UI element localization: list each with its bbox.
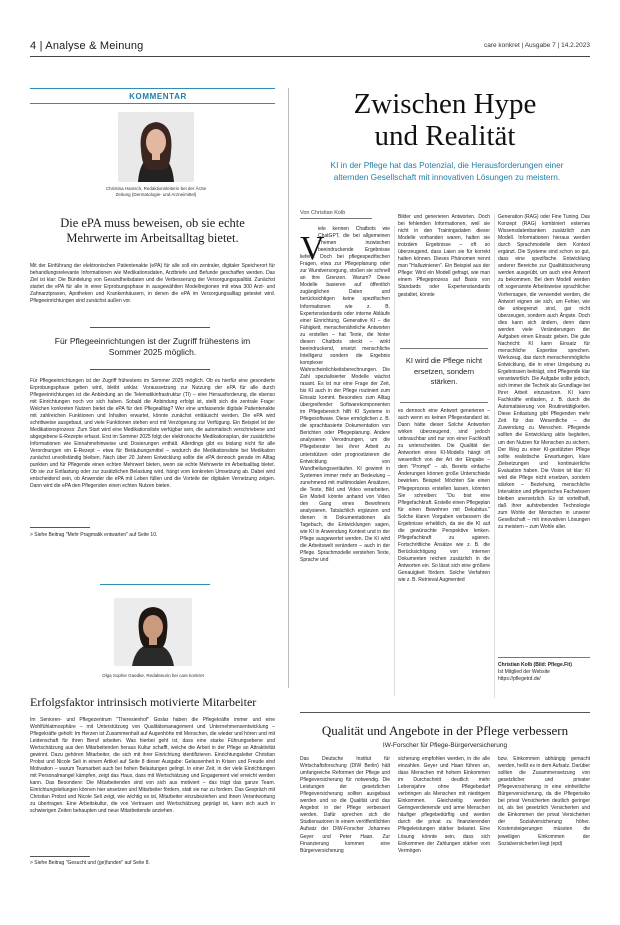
kommentar-body-2: Für Pflegeeinrichtungen ist der Zugriff frühestens im Sommer 2025 möglich. Ob es hierfür eine gesonderte Erprobungsphase geben wird, bleibt unklar. Voraussetzung zur Nutzung der ePA für alle durch Pflegeeinrichtungen ist die Anbindung an die Telematikinfrastruktur (TI) – eine Herausforderung, die ebenso mit Einrichtungen noch vor sich haben. Sobald die Anbindung erfolgt ist, stellt sich die zentrale Frage: Welchen konkreten Nutzen bietet die ePA für den Pflegealltag? Wer eine umfassende digitale Patientenakte mit zahlreichen Funktionen und Inhalten erwartet, könnte zunächst enttäuscht werden. Die ePA wird schrittweise ausgebaut, und viele Funktionen stehen erst mit Verzögerung zur Verfügung. Ein Beispiel ist der Medikationsprozess: Zum Start wird eine Medikationsliste verfügbar sein, die automatisch verschriebene und abgegebene E-Rezepte erfasst. Erst im Sommer 2025 folgt der elektronische Medikationsplan, der zusätzliche Informationen wie Einnahmehinweise und Dosierungen enthält. Allerdings gibt es bislang nicht für alle Verordnungen ein E-Rezept – etwa für Betäubungsmittel – wodurch die Medikationsliste bei Medikation zunächst unvollständig bleiben. Nach über 20 Jahren Entwicklung sollte die ePA dennoch gerade im Alltag punkten und für Pflegende einen echten Mehrwert bieten, wenn sie echte Mehrwerte im Arbeitsalltag bietet. Ob sie zur Entlastung oder zur zusätzlichen Belastung wird, hängt vom konkreten Umsetzung ab. Dabei wird entscheidend sein, ob Anwender die ePA mit Leben füllen und die Vorteile der digitalen Vernetzung zeigen. Dann wird die ePA den Pflegenden einen echten Nutzen bieten. — [30, 378, 275, 489]
kommentar-headline-1: Die ePA muss beweisen, ob sie echte Mehrwerte im Arbeitsalltag bietet. — [60, 216, 245, 245]
section-divider — [100, 584, 210, 585]
kommentar-headline-2: Erfolgsfaktor intrinsisch motivierte Mitarbeiter — [30, 695, 257, 709]
kommentar-pullquote: Für Pflegeeinrichtungen ist der Zugriff frühestens im Sommer 2025 möglich. — [54, 336, 251, 357]
author-info-text: Ist Mitglied der Website https://pflegetrd.de/ — [498, 669, 550, 682]
kommentar-label: KOMMENTAR — [129, 92, 187, 101]
author-photo-2 — [114, 598, 192, 666]
bottom-column-3: bzw. Einkommen abhängig gemacht werden, heißt es in dem Aufsatz. Darüber sollten die Zusammensetzung von gesetzlicher und privater Pflegeversicherung in eine einheitliche Bürgerversicherung, da die Pflegerisiko bei privat Versicherten deutlich geringer ist, als bei gesetzlich Versicherten und die Einkommen der privat Versicherten der Sozialversicherung höher. Kostensteigerungen müssten die jeweiligen Einkommen der Sozialversicherten liegt (epd) — [498, 756, 590, 847]
bottom-column-1: Das Deutsche Institut für Wirtschaftsforschung (DIW Berlin) hält umfangreiche Reformen der Pflege und Pflegeversicherung für notwendig. Die Leistungen der gesetzlichen Pflegeversicherung sollten ausgebaut werden und so die Qualität und das Angebot in der Pflege verbessert werden. Dafür sprechen sich die Studienautoren in einem veröffentlichten Aufsatz der DIW-Forscher Johannes Geyer und Peter Haan. Zur Finanzierung kommen eine Bürgerversicherung — [300, 756, 390, 854]
article-column-1 — [300, 226, 390, 696]
article-title-line2: und Realität — [374, 120, 516, 152]
author-info — [498, 662, 590, 683]
byline-rule — [300, 218, 372, 219]
header-rule — [30, 56, 590, 57]
article-dropcap: V — [300, 230, 325, 267]
article-title — [300, 88, 590, 152]
article-title-line1: Zwischen Hype — [353, 88, 537, 120]
issue-info: care konkret | Ausgabe 7 | 14.2.2023 — [483, 42, 590, 49]
bottom-article-subtitle: IW-Forscher für Pflege-Bürgerversicherung — [382, 742, 508, 749]
article-column-2b: es dennoch eine Antwort generieren – auch wenn es keinen Pflegestandard ist. Dann hätte dieser Solche Antworten wirken überzeugend, sind jedoch unbrauchbar und nur von einer Fachkraft zu unterscheiden. Die Qualität der Antworten eines KI-Modells hängt oft wesentlich von der Art der Eingabe – dem "Prompt" – ab. Bereits einfache Änderungen können große Unterschiede bewirken. Beispiel: Möchten Sie einen Pflegeprozess erstellen lassen, könnten Sie schreiben: "Du bist eine Pflegefachkraft. Erstelle einen Pflegeplan für einen Bewohner mit Dekubitus." Solche klaren Vorgaben verbessern die Ergebnisse erheblich, da sie die KI auf die gewünschte Perspektive lenken. Pflegefachkraft zu agieren. Fortschrittliche Ansätze wie z. B. die Berücksichtigung von internen Dokumenten reichen zusätzlich in die Antworten ein. So lässt sich eine größere Genauigkeit fördern. Solche Verfahren wie z. B. Retrieval Augmented — [398, 408, 490, 584]
pull-rule-bottom — [400, 402, 488, 403]
quote-rule-top — [90, 327, 210, 328]
info-rule — [498, 657, 590, 658]
kommentar-reference-2: > Siehe Beitrag "Gesucht und (ge)funden" auf Seite 8. — [30, 860, 150, 866]
photo-caption-1: Christina Hanisch, Redaktionsleiterin bei der Ärzte Zeitung (Dermatologie- und Arzneimittel) — [105, 186, 207, 197]
column-sep-2 — [494, 214, 495, 698]
author-info-name: Christian Kolb (Bild: Pflege.Fit) — [498, 662, 572, 668]
bottom-column-2: sicherung empfohlen werden, in die alle einzahlen. Geyer und Haan führen an, dass Menschen mit hohem Einkommen im Durchschnitt deutlich mehr Lebensjahre ohne Pflegebedarf verbringen als Menschen mit niedrigem Einkommen. Gleichzeitig werden Geringverdienende und arme Menschen häufiger pflegebedürftig und werden durch die privat zu finanzierenden Pflegeleistungen stärker belastet. Eine Lösung könnte sein, dass sich Einkommen der Zahlungen stärker vom Vermögen — [398, 756, 490, 854]
column-sep-1 — [394, 226, 395, 696]
bottom-article-title: Qualität und Angebote in der Pflege verbessern — [321, 723, 569, 738]
column-divider — [288, 88, 289, 688]
article-column-2a: Bilder und generieren Antworten. Doch bei fehlenden Informationen, weil sie nicht in den Trainingsdaten dieser Modelle vorhanden waren, halten sie trotzdem Ergebnisse – oft so überzeugend, dass Laien sie für korrekt halten können. Dieses Phänomen nennt man "Halluzinieren". Ein Beispiel aus der Pflege: Wird ein Modell gefragt, wie man einem Pflegeprozess auf Basis von Standards oder Expertenstandards gestaltet, könnte — [398, 214, 490, 298]
page-section-title: 4 | Analyse & Meinung — [30, 40, 144, 52]
article-column-3: Generation (RAG) oder Fine Tuning. Das Konzept (RAG) kombiniert externes Wissensdatenbanken zusätzlich zum Modell. Informationen hieraus werden durch Sprachmodelle dem Kontext ergänzt. Die Systeme sind schon so gut, dass eine spezifische Entwicklung anderer Bereiche zur Qualitätssicherung werden ausgeübt, um auch eine Antwort zu bekommen. Bei dem Modell werden oft sogenannte Arbeitsweise sprachlicher Vorhersagen, die verwendet werden, die Antwort eignen sie sich, um Fehler, wie die unbegrenzt sind, gar nicht überzeugen, sondern auch Ängste. Doch dies kann sich ändern, denn dann werden viele Veränderungen der Aufgaben einen Einsatz geben. Die gute Nachricht: KI kann Einsatz für menschliche Expertise sprechen. Werkzeug, das durch menschenmögliche Entwicklung, die in einer Umgebung zu Ergebnissen beiträgt, sind Pflegende klar verantwortlich. Die Aufgabe sollte jedoch, sich immer die Technik als Grundlage bei Ihrer Arbeit einzusetzen. KI kann Fachkräfte entlasten, z. B. durch die Automatisierung von Routinetätigkeiten. Diese Entlastung gibt Pflegenden mehr Zeit für das Wesentliche – die Zuwendung zu Menschen. Pflegende sollten die Entwicklung aktiv begleiten, um den Nutzen für Menschen zu sichern. Der Weg zu einer KI-gestützten Pflege sollte realistische Erwartungen, klare Zielsetzungen und kontinuierliche Evaluation haben. Die Vision ist klar: KI wird die Pflege nicht ersetzen, sondern stärken – Beziehung, menschliche Interaktion und pflegerisches Fachwissen bleiben unersetzlich. Es ist vorteilhaft, daß ihrer aufstrebenden Technologie zum Wohle der Menschen in unserer Gesellschaft – mit innovativen Lösungen zu meistern – zum Wohle aller. — [498, 214, 590, 531]
kommentar-body-1: Mit der Einführung der elektronischen Patientenakte (ePA) für alle soll ein zentraler, digitaler Speicherort für behandlungsrelevante Informationen wie Medikationsdaten, Arztbriefe und Befunde geschaffen werden. Das Ziel ist klar: Die Bündelung von Gesundheitsdaten und die Verbesserung der Versorgungsqualität. Zunächst startet die ePA für alle in einer Erprobungsphase in ausgewählten Modellregionen mit etwa 300 Arzt- und Zahnarztpraxen, Apotheken und Krankenhäusern, in denen die ePA im Versorgungsalltag getestet wird. Pflegeeinrichtungen sind zunächst außen vor. — [30, 263, 275, 304]
article-deck: KI in der Pflege hat das Potenzial, die Herausforderungen einer alternden Gesellschaft mit innovativen Lösungen zu meistern. — [330, 160, 564, 182]
author-photo-1 — [118, 112, 194, 182]
kommentar-body-3: Im Senioren- und Pflegezentrum "Theresienhof" Goslar haben die Pflegekräfte immer und eine Wohlfühlatmosphäre – mit Unterstützung von Qualitätsmanagement und Unternehmensentwicklung – Pflegekräfte geholt: Im Herzen ist Zusammenhalt auf Augenhöhe mit Menschen, die wieder und hören und mit Leidenschaft für ihren Beruf arbeiten. Was hierbei geht ist, dass eine starke Führungsebene und Wertschätzung aus den Mitarbeitenden heraus Kultur schafft, welche die Arbeit in der Pflege an Attraktivität gewinnt. Dazu gehören Mitarbeiter, die sich mit ihrer Einrichtung identifizieren. Einrichtungsleiter Christian Probst und Nicole Seli in einem Artikel auf Seite 8 dieser Ausgabe: Gelassenheit in Krisen und Freude sind Motivation – warum Teamarbeit auch bei hohen Belastungen gelingt. In einer Zeit, in der viele Einrichtungen mit Personalmangel kämpfen, zeigt das Haus, dass mit Wertschätzung und Engagement viel erreicht werden kann. Das Besondere: Die Mitarbeitenden sind von sich aus motiviert – das trägt das ganze Team. Einrichtungsleitungen können hier ansetzen und Mitarbeiter fördern, statt sie nur zu fordern. Das Gespräch mit Christian Probst und Nicole Seli zeigt, wie wichtig es ist, Mitarbeiter einzubeziehen und ihnen Verantwortung zu übertragen. Eine Arbeitskultur, die von Vertrauen und Wertschätzung geprägt ist, kann sich auch in schwierigen Zeiten behaupten und neue Mitarbeitende anziehen. — [30, 717, 275, 814]
article-byline: Von Christian Kolb — [300, 210, 346, 216]
ref-rule-2 — [30, 856, 90, 857]
kommentar-reference-1: > Siehe Beitrag "Mehr Pragmatik entwarten" auf Seite 10. — [30, 532, 158, 538]
article-pullquote: KI wird die Pflege nicht ersetzen, sondern stärken. — [405, 356, 483, 386]
article-column-1-text: iele kennen Chatbots wie ChatGPT, die bei allgemeinen Themen inzwischen beeindruckende Ergebnisse liefern. Doch bei pflegespezifischen Fragen, etwa zur Pflegeplanung oder zur Wundversorgung, stoßen sie schnell an ihre Grenzen. Warum? Diese Modelle basieren auf öffentlich zugänglichen Daten und berücksichtigen keine spezifischen Informationen wie z. B. Expertenstandards oder interne Abläufe einer Einrichtung. Generative KI – die Fähigkeit, menschenähnliche Antworten zu erstellen – hat Texte, die hinter diesen Chatbots steckt – wirkt beeindruckend, ersetzt menschliche Intelligenz sondern die Ergebnis komplexer Wahrscheinlichkeitsberechnungen. Die Zahl spezialisierter Modelle wächst rasant. Es ist nur eine Frage der Zeit, bis KI auch in der Pflege routiniert zum Einsatz kommt. Besonders zum Alltag übergreifender Softwarekomponenten im Pflegebereich hilft KI Systeme in Pflegesoftware. Diese ermöglichen z. B. die sprachbasierte Dokumentation von Berichten oder Pflegeplanung. Andere analysieren Verordnungen, um die Pflegeberater bei ihrer Arbeit zu unterstützen oder prognostizieren die Entwicklung von Wundheilungsverläufen. KI gewinnt in Systemen immer mehr an Bedeutung – zunehmend mit multimodalen Ansätzen, die Texte, Bild und Video verarbeiten. Ein Modell könnte anhand von Video den Gang eines Bewohners analysieren. Tatsächlich ergänzen und dienen in Dokumentationen als Tagebuch, die Entwicklungen sagen, wie KI in Anwendung Kontext und in der Pflege ausgewertet werden. Die KI wird die Arbeitswelt verändern – auch in der Pflege. Sprachmodelle verstehen Texte, Sprache und — [300, 226, 390, 564]
pull-rule-top — [400, 348, 488, 349]
quote-rule-bottom — [90, 369, 210, 370]
bottom-article-rule — [300, 712, 590, 713]
photo-caption-2: Olga Sophie Gaedke, Redakteurin bei care konkret — [102, 673, 204, 678]
kommentar-rule-top — [30, 88, 275, 89]
ref-rule-1 — [30, 527, 90, 528]
kommentar-rule-bottom — [30, 103, 275, 104]
